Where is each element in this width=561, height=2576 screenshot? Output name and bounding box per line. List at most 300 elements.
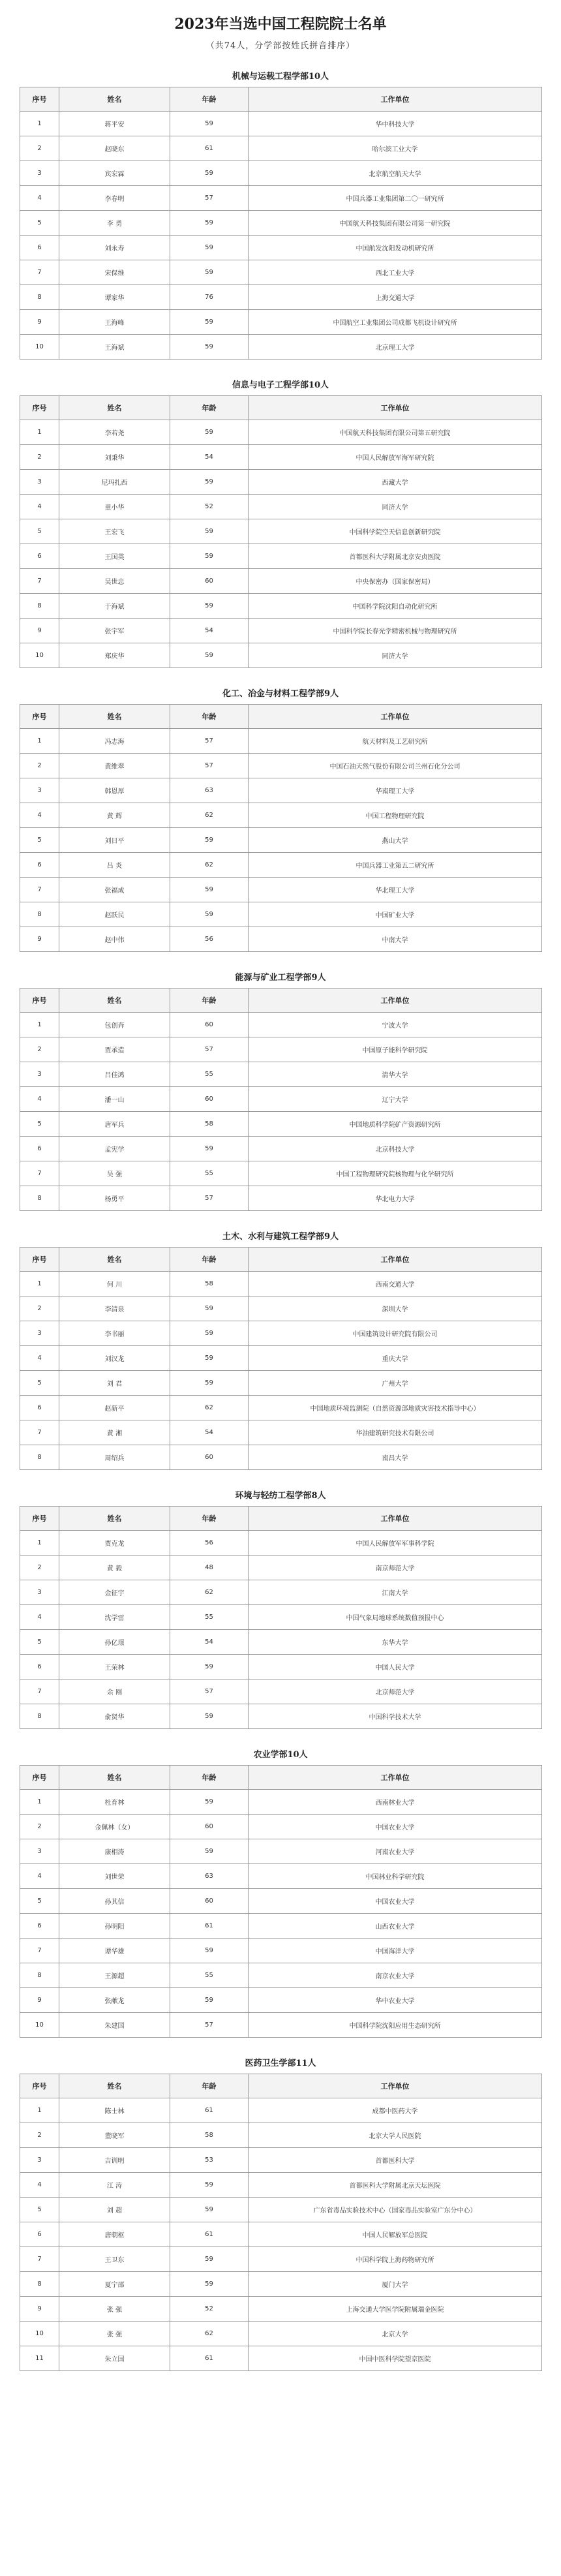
header-unit: 工作单位 xyxy=(249,396,542,420)
header-name: 姓名 xyxy=(59,1507,170,1531)
cell-index: 3 xyxy=(20,778,59,803)
department-section xyxy=(20,970,541,1211)
cell-unit: 西北工业大学 xyxy=(249,260,542,285)
cell-age: 62 xyxy=(170,803,249,828)
cell-name: 李 勇 xyxy=(59,211,170,236)
cell-unit: 中国航空工业集团公司成都飞机设计研究所 xyxy=(249,310,542,335)
cell-name: 张宇军 xyxy=(59,619,170,643)
cell-index: 5 xyxy=(20,2198,59,2222)
cell-age: 59 xyxy=(170,420,249,445)
table-row xyxy=(20,2297,542,2322)
document-header xyxy=(0,0,561,51)
cell-age: 55 xyxy=(170,1963,249,1988)
cell-name: 康相涛 xyxy=(59,1839,170,1864)
cell-index: 9 xyxy=(20,2297,59,2322)
cell-name: 于海斌 xyxy=(59,594,170,619)
cell-unit: 南京农业大学 xyxy=(249,1963,542,1988)
table-row xyxy=(20,1655,542,1679)
cell-name: 张 强 xyxy=(59,2322,170,2346)
cell-age: 54 xyxy=(170,1420,249,1445)
cell-age: 59 xyxy=(170,1321,249,1346)
department-section xyxy=(20,1229,541,1470)
cell-unit: 中南大学 xyxy=(249,927,542,952)
page-subtitle: （共74人，分学部按姓氏拼音排序） xyxy=(205,41,356,51)
cell-index: 7 xyxy=(20,1679,59,1704)
cell-index: 3 xyxy=(20,1062,59,1087)
cell-index: 10 xyxy=(20,2322,59,2346)
cell-unit: 中国气象局地球系统数值预报中心 xyxy=(249,1605,542,1630)
cell-index: 6 xyxy=(20,1914,59,1939)
cell-name: 杜育林 xyxy=(59,1790,170,1815)
cell-index: 1 xyxy=(20,1531,59,1556)
table-row xyxy=(20,519,542,544)
cell-unit: 中国地质科学院矿产资源研究所 xyxy=(249,1112,542,1137)
cell-index: 4 xyxy=(20,2173,59,2198)
table-header-row xyxy=(20,87,542,112)
cell-name: 金佩林（女） xyxy=(59,1815,170,1839)
header-index: 序号 xyxy=(20,87,59,112)
cell-unit: 深圳大学 xyxy=(249,1296,542,1321)
cell-name: 孟宪学 xyxy=(59,1137,170,1161)
department-section xyxy=(20,2056,541,2371)
cell-age: 59 xyxy=(170,878,249,902)
cell-name: 赵新平 xyxy=(59,1396,170,1420)
header-unit: 工作单位 xyxy=(249,1507,542,1531)
cell-unit: 燕山大学 xyxy=(249,828,542,853)
table-row xyxy=(20,878,542,902)
cell-unit: 中国人民大学 xyxy=(249,1655,542,1679)
table-row xyxy=(20,1112,542,1137)
header-index: 序号 xyxy=(20,396,59,420)
cell-name: 贾承造 xyxy=(59,1037,170,1062)
cell-name: 赵中伟 xyxy=(59,927,170,952)
cell-index: 4 xyxy=(20,495,59,519)
table-row xyxy=(20,643,542,668)
cell-unit: 哈尔滨工业大学 xyxy=(249,136,542,161)
header-unit: 工作单位 xyxy=(249,87,542,112)
cell-age: 62 xyxy=(170,1580,249,1605)
cell-age: 54 xyxy=(170,445,249,470)
cell-name: 宾宏霖 xyxy=(59,161,170,186)
cell-age: 62 xyxy=(170,1396,249,1420)
table-row xyxy=(20,1346,542,1371)
cell-index: 8 xyxy=(20,285,59,310)
cell-unit: 北京科技大学 xyxy=(249,1137,542,1161)
cell-age: 59 xyxy=(170,1939,249,1963)
section-title: 环境与轻纺工程学部8人 xyxy=(235,1491,326,1501)
cell-name: 童小华 xyxy=(59,495,170,519)
table-row xyxy=(20,2222,542,2247)
header-age: 年龄 xyxy=(170,396,249,420)
cell-index: 4 xyxy=(20,803,59,828)
cell-age: 55 xyxy=(170,1062,249,1087)
cell-age: 60 xyxy=(170,1445,249,1470)
table-row xyxy=(20,1556,542,1580)
table-row xyxy=(20,1371,542,1396)
cell-name: 刘世荣 xyxy=(59,1864,170,1889)
cell-index: 2 xyxy=(20,2123,59,2148)
cell-name: 李春明 xyxy=(59,186,170,211)
cell-index: 1 xyxy=(20,729,59,754)
cell-unit: 中国科学院沈阳自动化研究所 xyxy=(249,594,542,619)
table-row xyxy=(20,1013,542,1037)
cell-unit: 山西农业大学 xyxy=(249,1914,542,1939)
cell-age: 59 xyxy=(170,519,249,544)
cell-name: 朱建国 xyxy=(59,2013,170,2038)
cell-age: 59 xyxy=(170,594,249,619)
cell-age: 59 xyxy=(170,1296,249,1321)
cell-name: 金征宇 xyxy=(59,1580,170,1605)
department-section xyxy=(20,69,541,360)
table-row xyxy=(20,236,542,260)
table-row xyxy=(20,445,542,470)
cell-name: 刘 君 xyxy=(59,1371,170,1396)
table-row xyxy=(20,2322,542,2346)
cell-age: 58 xyxy=(170,1112,249,1137)
cell-age: 54 xyxy=(170,619,249,643)
cell-name: 陈士林 xyxy=(59,2098,170,2123)
table-header-row xyxy=(20,396,542,420)
cell-index: 7 xyxy=(20,2247,59,2272)
cell-age: 57 xyxy=(170,1037,249,1062)
cell-unit: 中国地质环境监测院（自然资源部地质灾害技术指导中心） xyxy=(249,1396,542,1420)
cell-index: 2 xyxy=(20,1556,59,1580)
cell-age: 60 xyxy=(170,1087,249,1112)
cell-index: 8 xyxy=(20,1963,59,1988)
table-row xyxy=(20,1679,542,1704)
cell-index: 11 xyxy=(20,2346,59,2371)
table-row xyxy=(20,1839,542,1864)
cell-name: 王国英 xyxy=(59,544,170,569)
cell-name: 王海峰 xyxy=(59,310,170,335)
cell-index: 3 xyxy=(20,2148,59,2173)
cell-age: 59 xyxy=(170,1790,249,1815)
header-name: 姓名 xyxy=(59,705,170,729)
table-header-row xyxy=(20,705,542,729)
table-row xyxy=(20,729,542,754)
cell-index: 8 xyxy=(20,1704,59,1729)
cell-unit: 中国农业大学 xyxy=(249,1815,542,1839)
cell-unit: 上海交通大学医学院附属瑞金医院 xyxy=(249,2297,542,2322)
page-title: 2023年当选中国工程院院士名单 xyxy=(174,16,387,33)
section-title: 土木、水利与建筑工程学部9人 xyxy=(222,1232,339,1242)
cell-age: 59 xyxy=(170,1137,249,1161)
table-row xyxy=(20,853,542,878)
cell-age: 57 xyxy=(170,1679,249,1704)
cell-unit: 中国工程物理研究院核物理与化学研究所 xyxy=(249,1161,542,1186)
cell-name: 赵晓东 xyxy=(59,136,170,161)
table-row xyxy=(20,1605,542,1630)
cell-name: 王海斌 xyxy=(59,335,170,360)
section-title: 信息与电子工程学部10人 xyxy=(232,380,329,390)
cell-name: 韩恩厚 xyxy=(59,778,170,803)
academician-table xyxy=(20,2074,542,2371)
table-row xyxy=(20,1939,542,1963)
table-row xyxy=(20,1296,542,1321)
header-age: 年龄 xyxy=(170,87,249,112)
cell-unit: 华南理工大学 xyxy=(249,778,542,803)
table-row xyxy=(20,1037,542,1062)
cell-name: 刘 超 xyxy=(59,2198,170,2222)
cell-unit: 重庆大学 xyxy=(249,1346,542,1371)
cell-age: 62 xyxy=(170,853,249,878)
cell-unit: 中国农业大学 xyxy=(249,1889,542,1914)
cell-age: 59 xyxy=(170,2272,249,2297)
cell-name: 蒋平安 xyxy=(59,112,170,136)
cell-index: 1 xyxy=(20,112,59,136)
section-title: 机械与运载工程学部10人 xyxy=(232,72,329,82)
cell-unit: 中央保密办（国家保密局） xyxy=(249,569,542,594)
table-row xyxy=(20,1062,542,1087)
section-title: 化工、冶金与材料工程学部9人 xyxy=(222,689,339,699)
cell-unit: 厦门大学 xyxy=(249,2272,542,2297)
table-row xyxy=(20,1420,542,1445)
table-row xyxy=(20,1272,542,1296)
cell-unit: 中国航天科技集团有限公司第一研究院 xyxy=(249,211,542,236)
cell-name: 贾克龙 xyxy=(59,1531,170,1556)
cell-index: 10 xyxy=(20,2013,59,2038)
cell-age: 61 xyxy=(170,2346,249,2371)
cell-unit: 首都医科大学附属北京安贞医院 xyxy=(249,544,542,569)
cell-unit: 华北理工大学 xyxy=(249,878,542,902)
cell-name: 俞贤华 xyxy=(59,1704,170,1729)
table-row xyxy=(20,1445,542,1470)
table-row xyxy=(20,211,542,236)
cell-index: 8 xyxy=(20,902,59,927)
table-row xyxy=(20,1186,542,1211)
cell-name: 宋保维 xyxy=(59,260,170,285)
cell-unit: 中国航天科技集团有限公司第五研究院 xyxy=(249,420,542,445)
header-age: 年龄 xyxy=(170,1248,249,1272)
cell-name: 谭家华 xyxy=(59,285,170,310)
cell-name: 李若尧 xyxy=(59,420,170,445)
cell-age: 61 xyxy=(170,1914,249,1939)
cell-name: 吴世忠 xyxy=(59,569,170,594)
cell-unit: 北京大学 xyxy=(249,2322,542,2346)
cell-index: 4 xyxy=(20,186,59,211)
cell-name: 尼玛扎西 xyxy=(59,470,170,495)
cell-unit: 中国人民解放军总医院 xyxy=(249,2222,542,2247)
cell-age: 59 xyxy=(170,2247,249,2272)
table-row xyxy=(20,495,542,519)
header-age: 年龄 xyxy=(170,1766,249,1790)
cell-index: 3 xyxy=(20,470,59,495)
cell-unit: 同济大学 xyxy=(249,643,542,668)
cell-unit: 宁波大学 xyxy=(249,1013,542,1037)
cell-index: 2 xyxy=(20,1815,59,1839)
cell-age: 59 xyxy=(170,470,249,495)
academician-table xyxy=(20,1247,542,1470)
cell-age: 59 xyxy=(170,335,249,360)
header-name: 姓名 xyxy=(59,1248,170,1272)
cell-index: 6 xyxy=(20,1137,59,1161)
cell-unit: 首都医科大学附属北京天坛医院 xyxy=(249,2173,542,2198)
cell-name: 孙其信 xyxy=(59,1889,170,1914)
cell-age: 59 xyxy=(170,2198,249,2222)
cell-index: 6 xyxy=(20,2222,59,2247)
cell-index: 8 xyxy=(20,2272,59,2297)
cell-age: 76 xyxy=(170,285,249,310)
cell-unit: 中国科学技术大学 xyxy=(249,1704,542,1729)
cell-age: 57 xyxy=(170,186,249,211)
academician-table xyxy=(20,87,542,360)
cell-age: 59 xyxy=(170,1371,249,1396)
cell-index: 6 xyxy=(20,1396,59,1420)
header-index: 序号 xyxy=(20,1248,59,1272)
header-index: 序号 xyxy=(20,2074,59,2098)
cell-age: 57 xyxy=(170,2013,249,2038)
cell-name: 包创奔 xyxy=(59,1013,170,1037)
cell-age: 58 xyxy=(170,2123,249,2148)
cell-index: 2 xyxy=(20,1296,59,1321)
cell-name: 周绍兵 xyxy=(59,1445,170,1470)
cell-unit: 中国原子能科学研究院 xyxy=(249,1037,542,1062)
header-unit: 工作单位 xyxy=(249,705,542,729)
header-name: 姓名 xyxy=(59,396,170,420)
cell-age: 59 xyxy=(170,1704,249,1729)
cell-unit: 北京航空航天大学 xyxy=(249,161,542,186)
header-age: 年龄 xyxy=(170,2074,249,2098)
cell-unit: 中国科学院长春光学精密机械与物理研究所 xyxy=(249,619,542,643)
table-row xyxy=(20,260,542,285)
table-row xyxy=(20,1396,542,1420)
cell-unit: 江南大学 xyxy=(249,1580,542,1605)
cell-name: 王荣林 xyxy=(59,1655,170,1679)
cell-age: 56 xyxy=(170,1531,249,1556)
table-row xyxy=(20,2272,542,2297)
cell-age: 54 xyxy=(170,1630,249,1655)
cell-age: 52 xyxy=(170,2297,249,2322)
table-row xyxy=(20,1161,542,1186)
cell-age: 56 xyxy=(170,927,249,952)
cell-unit: 中国人民解放军军事科学院 xyxy=(249,1531,542,1556)
cell-unit: 西南林业大学 xyxy=(249,1790,542,1815)
department-section xyxy=(20,686,541,952)
cell-unit: 北京理工大学 xyxy=(249,335,542,360)
cell-index: 7 xyxy=(20,260,59,285)
cell-age: 57 xyxy=(170,729,249,754)
cell-age: 60 xyxy=(170,1889,249,1914)
cell-index: 4 xyxy=(20,1087,59,1112)
cell-name: 董晓军 xyxy=(59,2123,170,2148)
cell-index: 4 xyxy=(20,1605,59,1630)
cell-index: 9 xyxy=(20,310,59,335)
cell-name: 吕 炎 xyxy=(59,853,170,878)
cell-name: 吕佳鸿 xyxy=(59,1062,170,1087)
header-unit: 工作单位 xyxy=(249,1766,542,1790)
cell-name: 赵跃民 xyxy=(59,902,170,927)
table-row xyxy=(20,2247,542,2272)
cell-name: 王源超 xyxy=(59,1963,170,1988)
cell-index: 8 xyxy=(20,1445,59,1470)
academician-table xyxy=(20,988,542,1211)
cell-index: 10 xyxy=(20,335,59,360)
cell-unit: 北京师范大学 xyxy=(249,1679,542,1704)
cell-name: 刘汉龙 xyxy=(59,1346,170,1371)
cell-unit: 南京师范大学 xyxy=(249,1556,542,1580)
cell-index: 2 xyxy=(20,136,59,161)
cell-age: 59 xyxy=(170,1655,249,1679)
cell-age: 62 xyxy=(170,2322,249,2346)
table-row xyxy=(20,1914,542,1939)
department-section xyxy=(20,378,541,668)
cell-index: 7 xyxy=(20,1161,59,1186)
section-title: 能源与矿业工程学部9人 xyxy=(235,973,326,983)
cell-name: 李书丽 xyxy=(59,1321,170,1346)
table-row xyxy=(20,1321,542,1346)
table-row xyxy=(20,1815,542,1839)
cell-index: 1 xyxy=(20,1013,59,1037)
table-row xyxy=(20,1963,542,1988)
table-row xyxy=(20,2198,542,2222)
cell-index: 5 xyxy=(20,211,59,236)
cell-age: 60 xyxy=(170,569,249,594)
cell-index: 4 xyxy=(20,1864,59,1889)
cell-name: 朱立国 xyxy=(59,2346,170,2371)
cell-name: 沈学雷 xyxy=(59,1605,170,1630)
cell-index: 5 xyxy=(20,1371,59,1396)
cell-age: 48 xyxy=(170,1556,249,1580)
cell-index: 3 xyxy=(20,1839,59,1864)
cell-name: 刘秉华 xyxy=(59,445,170,470)
cell-age: 63 xyxy=(170,778,249,803)
cell-unit: 首都医科大学 xyxy=(249,2148,542,2173)
section-title: 农业学部10人 xyxy=(253,1750,308,1760)
table-row xyxy=(20,2346,542,2371)
cell-index: 2 xyxy=(20,1037,59,1062)
cell-age: 59 xyxy=(170,902,249,927)
academician-table xyxy=(20,1765,542,2038)
cell-name: 刘日平 xyxy=(59,828,170,853)
table-header-row xyxy=(20,1507,542,1531)
cell-name: 王宏飞 xyxy=(59,519,170,544)
header-name: 姓名 xyxy=(59,2074,170,2098)
cell-unit: 中国兵器工业集团第二〇一研究所 xyxy=(249,186,542,211)
cell-index: 1 xyxy=(20,1790,59,1815)
cell-unit: 中国人民解放军海军研究院 xyxy=(249,445,542,470)
cell-age: 59 xyxy=(170,1346,249,1371)
cell-index: 9 xyxy=(20,1988,59,2013)
cell-age: 59 xyxy=(170,2173,249,2198)
table-row xyxy=(20,1790,542,1815)
cell-name: 唐军兵 xyxy=(59,1112,170,1137)
cell-unit: 北京大学人民医院 xyxy=(249,2123,542,2148)
cell-index: 4 xyxy=(20,1346,59,1371)
cell-age: 58 xyxy=(170,1272,249,1296)
cell-index: 8 xyxy=(20,1186,59,1211)
table-row xyxy=(20,1704,542,1729)
cell-age: 55 xyxy=(170,1605,249,1630)
table-row xyxy=(20,310,542,335)
cell-name: 刘永寿 xyxy=(59,236,170,260)
cell-unit: 清华大学 xyxy=(249,1062,542,1087)
cell-unit: 辽宁大学 xyxy=(249,1087,542,1112)
cell-unit: 河南农业大学 xyxy=(249,1839,542,1864)
cell-name: 冯志海 xyxy=(59,729,170,754)
cell-age: 52 xyxy=(170,495,249,519)
cell-name: 黄 辉 xyxy=(59,803,170,828)
table-row xyxy=(20,1889,542,1914)
cell-index: 7 xyxy=(20,569,59,594)
cell-age: 59 xyxy=(170,310,249,335)
cell-age: 61 xyxy=(170,2098,249,2123)
cell-age: 60 xyxy=(170,1815,249,1839)
cell-index: 5 xyxy=(20,519,59,544)
cell-name: 孙亿璟 xyxy=(59,1630,170,1655)
cell-index: 7 xyxy=(20,878,59,902)
table-row xyxy=(20,569,542,594)
table-row xyxy=(20,1137,542,1161)
